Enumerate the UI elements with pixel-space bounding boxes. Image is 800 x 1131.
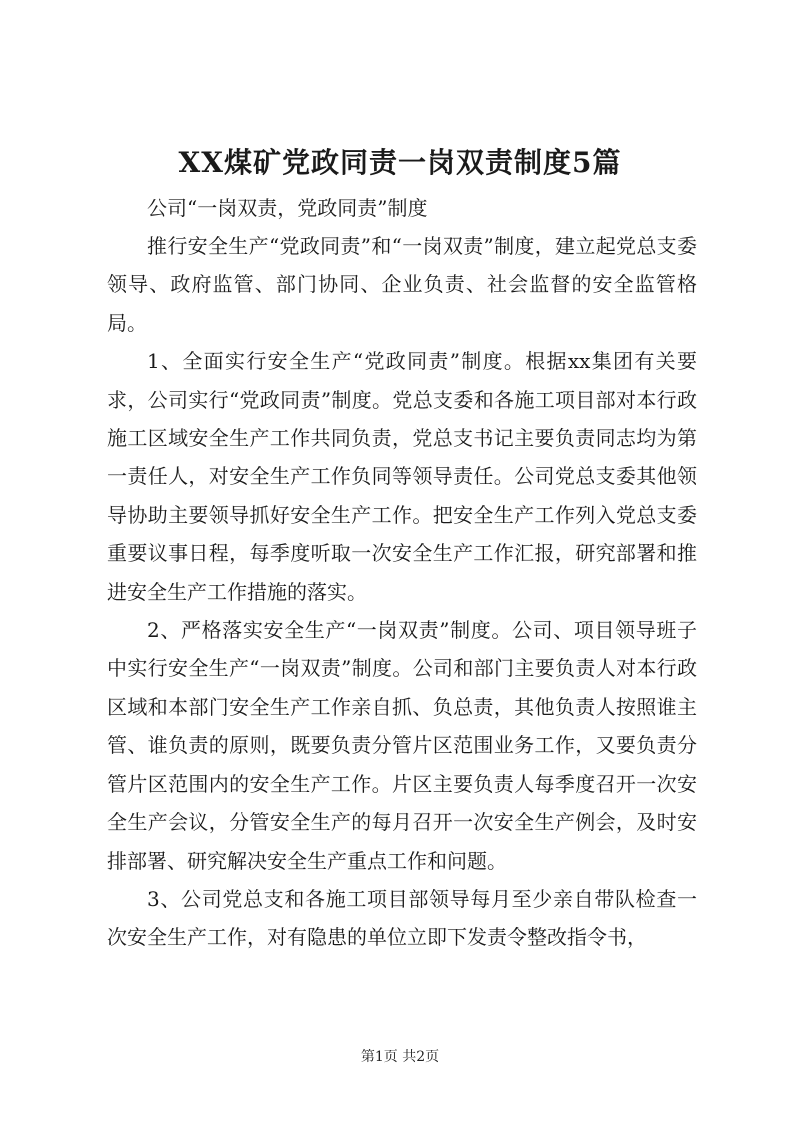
paragraph-item-1: 1、全面实行安全生产“党政同责”制度。根据xx集团有关要求，公司实行“党政同责”制度。党总支委和各施工项目部对本行政施工区域安全生产工作共同负责，党总支书记主要负责同志均为第一责任人，对安全生产工作负同等领导责任。公司党总支委其他领导协助主要领导抓好安全生产工作。把安全生产工作列入党总支委重要议事日程，每季度听取一次安全生产工作汇报，研究部署和推进安全生产工作措施的落实。 <box>107 349 697 604</box>
document-subtitle: 公司“一岗双责，党政同责”制度 <box>147 196 428 220</box>
page-number-footer: 第1页 共2页 <box>360 1049 440 1065</box>
paragraph-item-2: 2、严格落实安全生产“一岗双责”制度。公司、项目领导班子中实行安全生产“一岗双责”制度。公司和部门主要负责人对本行政区域和本部门安全生产工作亲自抓、负总责，其他负责人按照谁主管、谁负责的原则，既要负责分管片区范围业务工作，又要负责分管片区范围内的安全生产工作。片区主要负责人每季度召开一次安全生产会议，分管安全生产的每月召开一次安全生产例会，及时安排部署、研究解决安全生产重点工作和问题。 <box>107 618 697 873</box>
document-body <box>107 227 697 957</box>
paragraph-intro: 推行安全生产“党政同责”和“一岗双责”制度，建立起党总支委领导、政府监管、部门协同、企业负责、社会监督的安全监管格局。 <box>107 234 697 335</box>
paragraph-item-3: 3、公司党总支和各施工项目部领导每月至少亲自带队检查一次安全生产工作，对有隐患的单位立即下发责令整改指令书， <box>107 886 697 950</box>
document-title: XX煤矿党政同责一岗双责制度5篇 <box>178 146 622 179</box>
